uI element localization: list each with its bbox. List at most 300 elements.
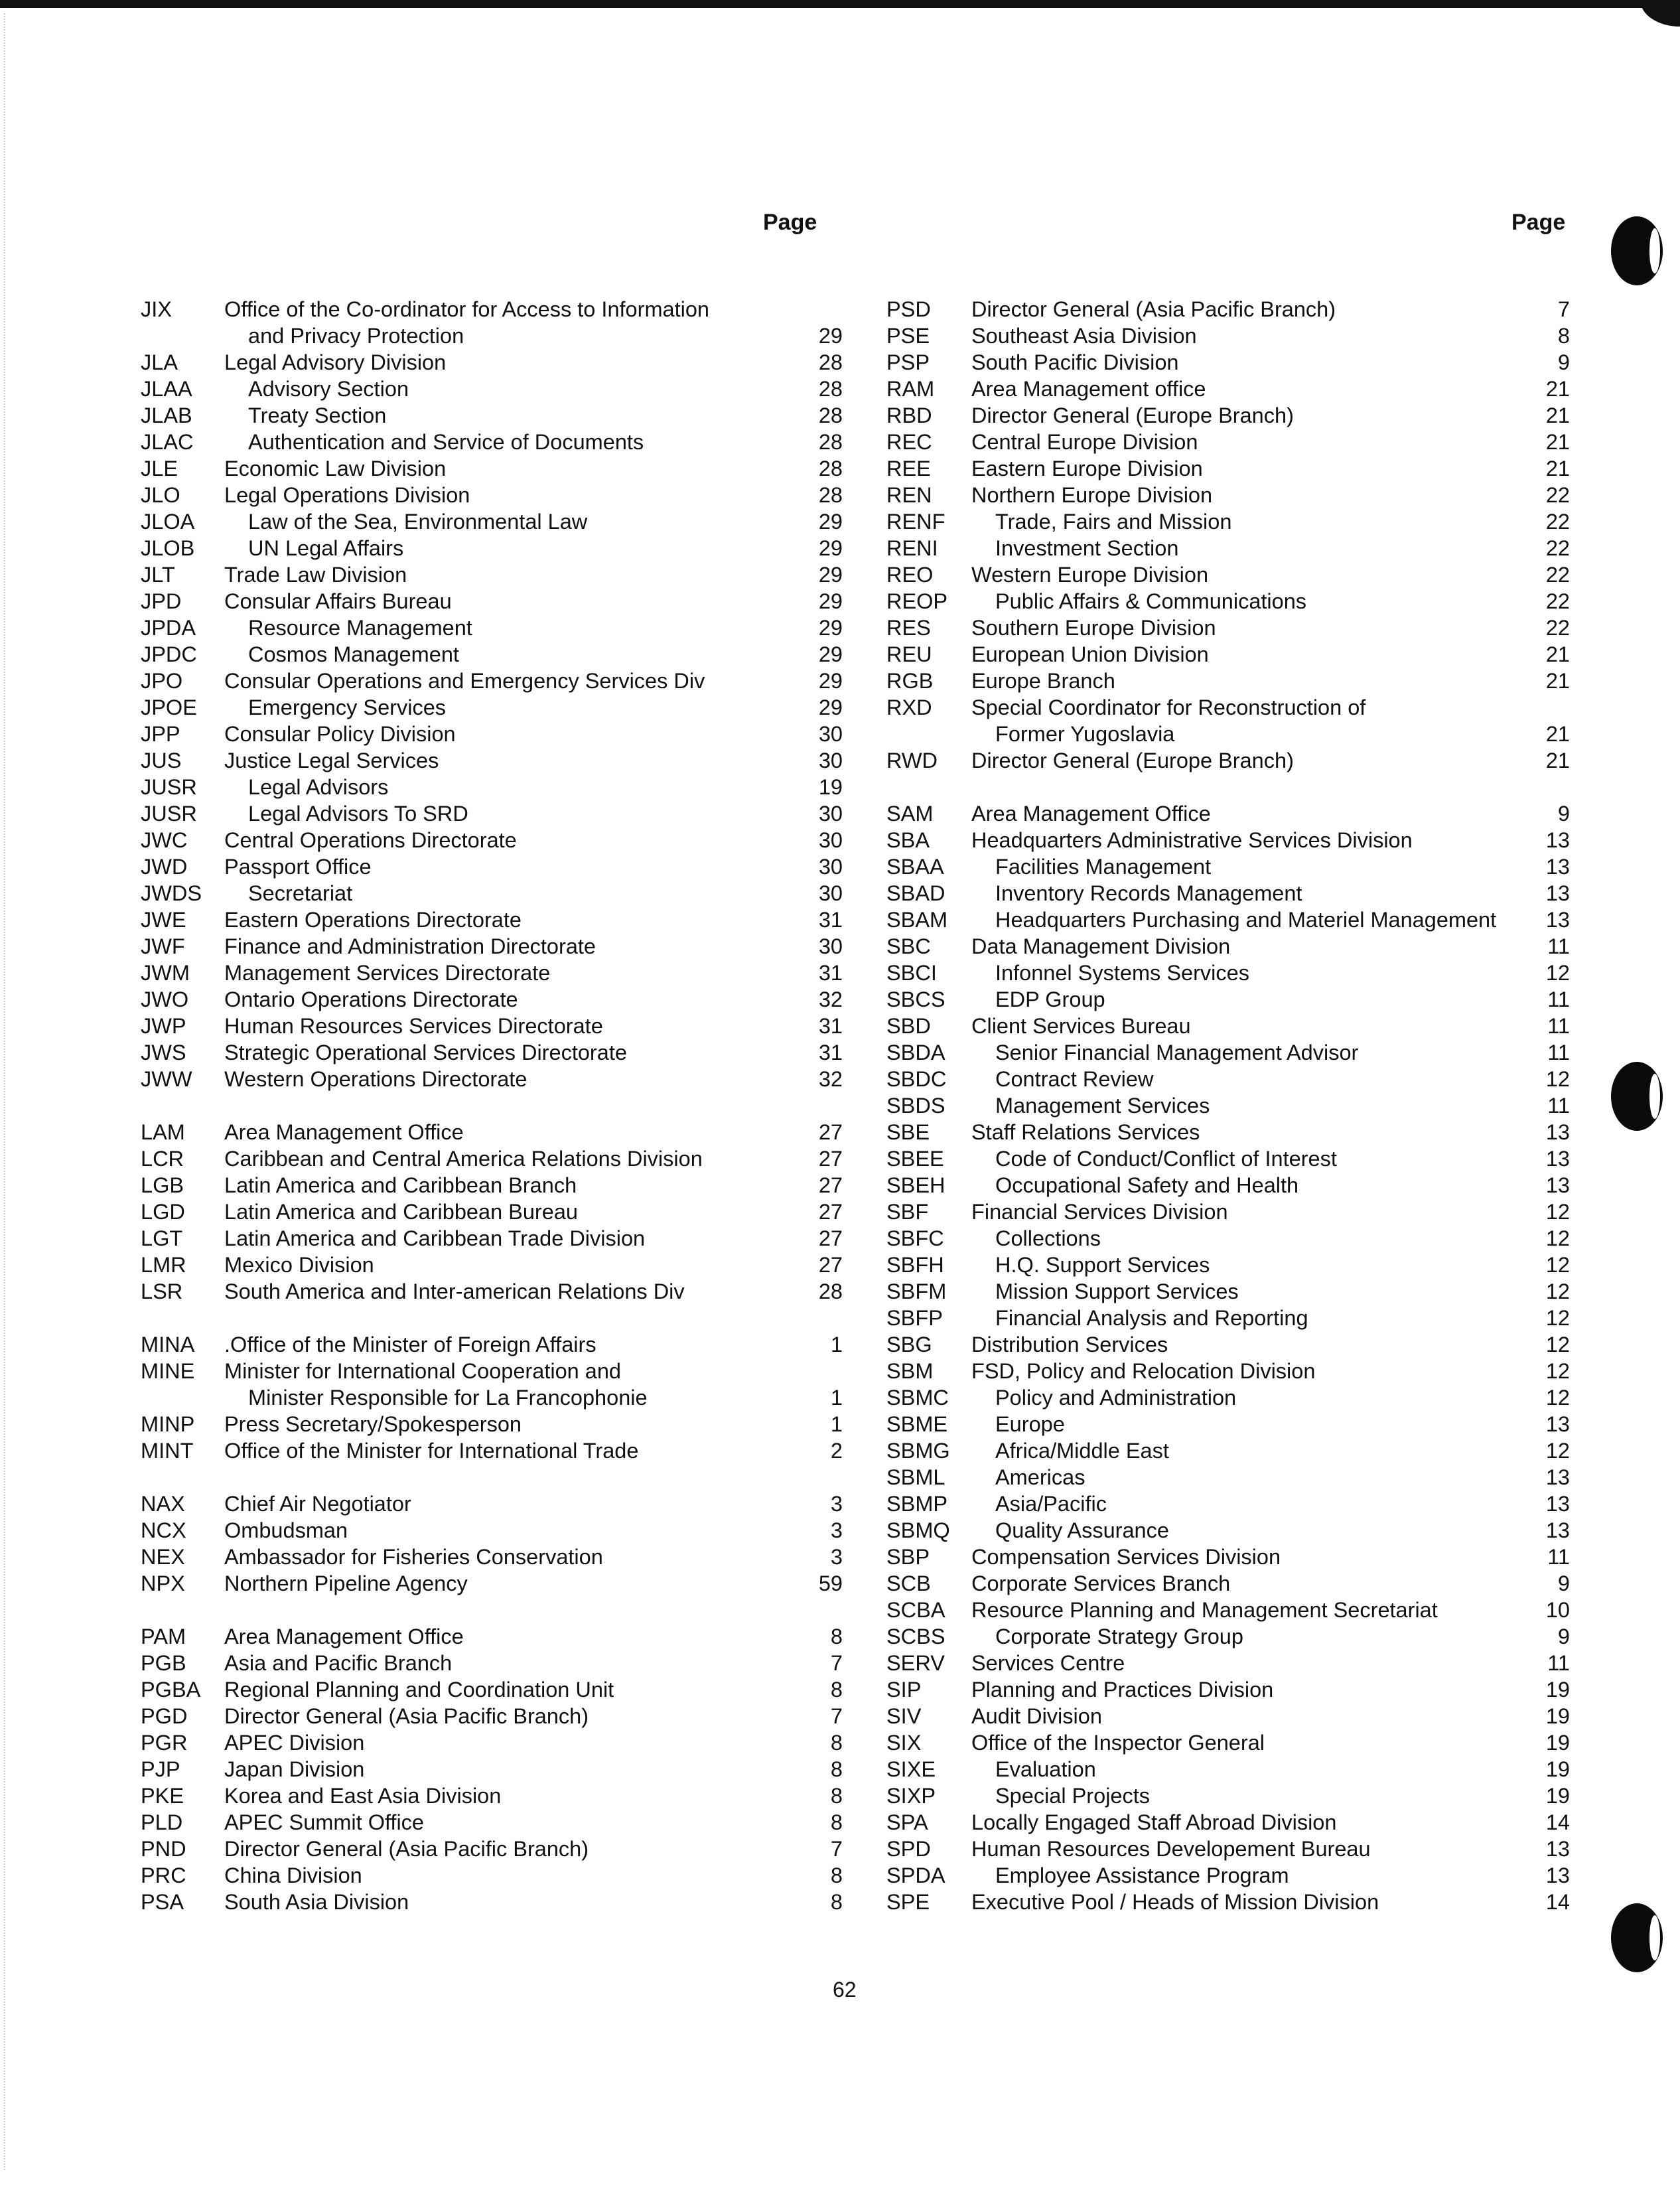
entry-code: SBCS [886, 987, 945, 1011]
index-entry [886, 402, 1570, 429]
entry-name [224, 349, 843, 376]
entry-name-line: Human Resources Developement Bureau [971, 1837, 1371, 1861]
entry-name-line: Employee Assistance Program [995, 1863, 1289, 1887]
entry-name [224, 1809, 843, 1836]
entry-code: JLA [141, 350, 178, 374]
entry-page-number: 2 [830, 1439, 843, 1463]
entry-code: SPD [886, 1837, 931, 1861]
entry-page-number: 19 [1545, 1784, 1570, 1808]
entry-code: JWO [141, 987, 189, 1011]
index-entry [886, 482, 1570, 508]
entry-page-number: 13 [1545, 828, 1570, 852]
entry-name [971, 1384, 1570, 1411]
index-entry [141, 721, 843, 747]
entry-code: JWDS [141, 881, 202, 905]
entry-name-line: Locally Engaged Staff Abroad Division [971, 1810, 1337, 1834]
entry-name [224, 429, 843, 455]
entry-name-line: Public Affairs & Communications [995, 589, 1307, 613]
entry-page-number: 13 [1545, 1120, 1570, 1144]
index-entry [886, 1331, 1570, 1358]
entry-name [971, 1862, 1570, 1889]
index-entry [886, 1252, 1570, 1278]
entry-name [971, 933, 1570, 960]
entry-code: SBDS [886, 1094, 945, 1118]
entry-code: SBME [886, 1412, 948, 1436]
entry-page-number: 11 [1547, 1041, 1570, 1064]
entry-name-line: Director General (Europe Branch) [971, 749, 1294, 772]
entry-name [224, 960, 843, 986]
entry-name [971, 455, 1570, 482]
index-entry [886, 933, 1570, 960]
entry-code: JLO [141, 483, 180, 507]
entry-name [971, 588, 1570, 615]
entry-name [971, 561, 1570, 588]
entry-name [971, 853, 1570, 880]
entry-page-number: 7 [830, 1651, 843, 1675]
entry-page-number: 8 [1557, 324, 1570, 348]
index-entry [141, 853, 843, 880]
entry-code: JPP [141, 722, 180, 746]
entry-name-line: Contract Review [995, 1067, 1154, 1091]
entry-name-line: Trade Law Division [224, 563, 407, 587]
entry-name-line: Director General (Europe Branch) [971, 403, 1294, 427]
entry-name-line: Advisory Section [248, 377, 409, 401]
index-entry [886, 429, 1570, 455]
entry-code: LAM [141, 1120, 185, 1144]
index-entry [141, 1119, 843, 1145]
scan-top-border [0, 0, 1680, 8]
index-entry [141, 907, 843, 933]
entry-name [224, 1331, 843, 1358]
entry-page-number: 13 [1545, 1173, 1570, 1197]
entry-page-number: 28 [818, 457, 843, 480]
index-entry [886, 1809, 1570, 1836]
entry-name-line: Mexico Division [224, 1253, 374, 1277]
entry-name-line: Secretariat [248, 881, 353, 905]
entry-name [971, 1278, 1570, 1305]
entry-code: PGBA [141, 1678, 201, 1702]
entry-name-line: Policy and Administration [995, 1386, 1237, 1410]
entry-name [224, 1544, 843, 1570]
entry-name [224, 296, 843, 349]
entry-page-number: 7 [1557, 297, 1570, 321]
entry-name-line: Director General (Asia Pacific Branch) [971, 297, 1336, 321]
entry-code: LGD [141, 1200, 185, 1224]
entry-name-line: Northern Europe Division [971, 483, 1213, 507]
index-entry [141, 1252, 843, 1278]
entry-name [971, 349, 1570, 376]
entry-page-number: 28 [818, 483, 843, 507]
index-entry [886, 1623, 1570, 1650]
entry-page-number: 1 [830, 1386, 843, 1410]
entry-name-line: Legal Advisors [248, 775, 389, 799]
entry-code: REN [886, 483, 932, 507]
index-entry [886, 960, 1570, 986]
entry-code: SBEE [886, 1147, 944, 1171]
entry-page-number: 3 [830, 1492, 843, 1516]
entry-name-line: Office of the Minister for International Trade [224, 1439, 639, 1463]
punch-hole-icon [1611, 1062, 1663, 1131]
entry-name [224, 455, 843, 482]
entry-name [224, 1039, 843, 1066]
index-entry [141, 1437, 843, 1464]
index-entry [141, 1225, 843, 1252]
entry-code: JPDC [141, 642, 197, 666]
entry-name [971, 747, 1570, 774]
entry-code: RBD [886, 403, 932, 427]
entry-code: REOP [886, 589, 948, 613]
entry-page-number: 1 [830, 1412, 843, 1436]
entry-page-number: 8 [830, 1625, 843, 1648]
entry-page-number: 21 [1545, 403, 1570, 427]
entry-code: REO [886, 563, 934, 587]
entry-code: REU [886, 642, 932, 666]
entry-page-number: 30 [818, 881, 843, 905]
entry-name [971, 1676, 1570, 1703]
entry-code: SBFP [886, 1306, 943, 1330]
entry-name-line: Europe [995, 1412, 1065, 1436]
entry-page-number: 14 [1545, 1810, 1570, 1834]
entry-page-number: 31 [818, 961, 843, 985]
index-entry [886, 747, 1570, 774]
entry-name-line: Infonnel Systems Services [995, 961, 1249, 985]
entry-page-number: 8 [830, 1784, 843, 1808]
entry-page-number: 28 [818, 377, 843, 401]
entry-name [224, 1676, 843, 1703]
index-entry [141, 1411, 843, 1437]
entry-page-number: 21 [1545, 377, 1570, 401]
entry-page-number: 22 [1545, 536, 1570, 560]
index-entry [886, 588, 1570, 615]
entry-code: RXD [886, 695, 932, 719]
entry-name [971, 1544, 1570, 1570]
entry-page-number: 21 [1545, 430, 1570, 454]
entry-page-number: 12 [1545, 961, 1570, 985]
index-entry [141, 827, 843, 853]
entry-page-number: 28 [818, 350, 843, 374]
entry-code: RES [886, 616, 931, 640]
entry-code: JLE [141, 457, 178, 480]
entry-page-number: 3 [830, 1545, 843, 1569]
entry-name-line: Central Europe Division [971, 430, 1198, 454]
index-entry [886, 800, 1570, 827]
entry-name-line: EDP Group [995, 987, 1105, 1011]
index-entry [886, 1305, 1570, 1331]
entry-code: SBP [886, 1545, 930, 1569]
entry-code: MINE [141, 1359, 195, 1383]
entry-name [224, 1119, 843, 1145]
entry-page-number: 28 [818, 1279, 843, 1303]
entry-name-line: Inventory Records Management [995, 881, 1302, 905]
entry-name [224, 800, 843, 827]
entry-name [971, 1092, 1570, 1119]
index-entry [141, 694, 843, 721]
entry-code: LMR [141, 1253, 186, 1277]
index-entry [886, 1119, 1570, 1145]
entry-name [971, 1252, 1570, 1278]
entry-name-line: South America and Inter-american Relations Div [224, 1279, 685, 1303]
entry-page-number: 29 [818, 324, 843, 348]
entry-code: SIP [886, 1678, 922, 1702]
entry-name [971, 668, 1570, 694]
entry-code: JWS [141, 1041, 186, 1064]
entry-name-continuation: Former Yugoslavia [995, 722, 1175, 746]
index-entry [886, 1889, 1570, 1915]
entry-page-number: 19 [1545, 1678, 1570, 1702]
entry-name-line: APEC Summit Office [224, 1810, 425, 1834]
entry-name-line: Quality Assurance [995, 1518, 1169, 1542]
entry-code: PGR [141, 1731, 188, 1755]
entry-name [971, 1225, 1570, 1252]
entry-page-number: 13 [1545, 1837, 1570, 1861]
entry-code: SBG [886, 1333, 932, 1356]
entry-name-line: Europe Branch [971, 669, 1115, 693]
index-entry [141, 774, 843, 800]
index-entry [141, 482, 843, 508]
entry-name-line: Collections [995, 1226, 1101, 1250]
entry-page-number: 19 [1545, 1704, 1570, 1728]
entry-name [971, 1464, 1570, 1491]
index-entry [141, 1172, 843, 1199]
entry-name [224, 376, 843, 402]
entry-name-line: Senior Financial Management Advisor [995, 1041, 1359, 1064]
punch-hole-icon [1611, 216, 1663, 285]
entry-code: JLAC [141, 430, 194, 454]
entry-code: REC [886, 430, 932, 454]
entry-name [971, 1809, 1570, 1836]
entry-page-number: 28 [818, 403, 843, 427]
entry-name-line: Headquarters Administrative Services Division [971, 828, 1413, 852]
entry-name [971, 1119, 1570, 1145]
entry-name-line: Latin America and Caribbean Branch [224, 1173, 577, 1197]
entry-name [224, 827, 843, 853]
entry-name [971, 1013, 1570, 1039]
entry-page-number: 29 [818, 669, 843, 693]
entry-name-line: Passport Office [224, 855, 372, 879]
entry-code: SBMQ [886, 1518, 950, 1542]
entry-name-line: Financial Services Division [971, 1200, 1228, 1224]
entry-code: SBDC [886, 1067, 947, 1091]
entry-code: SBM [886, 1359, 934, 1383]
entry-code: JWF [141, 934, 185, 958]
entry-code: JWE [141, 908, 186, 932]
entry-page-number: 13 [1545, 855, 1570, 879]
entry-name-line: Evaluation [995, 1757, 1096, 1781]
index-entry [141, 349, 843, 376]
entry-name-line: South Asia Division [224, 1890, 409, 1914]
entry-name [971, 1836, 1570, 1862]
index-entry [141, 508, 843, 535]
entry-name-line: Facilities Management [995, 855, 1212, 879]
index-entry [886, 615, 1570, 641]
entry-code: NAX [141, 1492, 185, 1516]
entry-code: SBMP [886, 1492, 948, 1516]
index-entry [141, 1199, 843, 1225]
entry-name [224, 508, 843, 535]
entry-name [971, 1145, 1570, 1172]
index-entry [886, 1411, 1570, 1437]
entry-code: PGD [141, 1704, 188, 1728]
entry-page-number: 32 [818, 987, 843, 1011]
index-entry [886, 1039, 1570, 1066]
entry-name [971, 1039, 1570, 1066]
entry-name [971, 1517, 1570, 1544]
index-entry [141, 1358, 843, 1411]
entry-name [971, 907, 1570, 933]
index-entry [886, 1650, 1570, 1676]
entry-name-line: Chief Air Negotiator [224, 1492, 411, 1516]
entry-name [224, 1703, 843, 1729]
index-entry [886, 880, 1570, 907]
entry-code: JPOE [141, 695, 197, 719]
entry-page-number: 29 [818, 695, 843, 719]
entry-code: PJP [141, 1757, 180, 1781]
index-entry [886, 1092, 1570, 1119]
entry-code: JPDA [141, 616, 196, 640]
entry-name [224, 668, 843, 694]
entry-name-line: Resource Planning and Management Secretariat [971, 1598, 1438, 1622]
entry-name [971, 402, 1570, 429]
entry-page-number: 31 [818, 1014, 843, 1038]
entry-name-line: Director General (Asia Pacific Branch) [224, 1704, 589, 1728]
entry-code: MINT [141, 1439, 194, 1463]
entry-page-number: 12 [1545, 1200, 1570, 1224]
index-entry [141, 800, 843, 827]
entry-name [224, 588, 843, 615]
entry-name [971, 1703, 1570, 1729]
entry-name [971, 800, 1570, 827]
entry-code: RENI [886, 536, 938, 560]
entry-page-number: 11 [1547, 934, 1570, 958]
entry-name-line: Financial Analysis and Reporting [995, 1306, 1308, 1330]
index-entry [886, 1225, 1570, 1252]
entry-page-number: 12 [1545, 1386, 1570, 1410]
index-entry [886, 694, 1570, 747]
entry-code: RAM [886, 377, 935, 401]
index-entry [141, 535, 843, 561]
entry-page-number: 22 [1545, 563, 1570, 587]
entry-page-number: 9 [1557, 350, 1570, 374]
index-entry [886, 535, 1570, 561]
index-entry [141, 1650, 843, 1676]
entry-name [224, 1623, 843, 1650]
index-entry [886, 668, 1570, 694]
entry-name-line: Area Management Office [224, 1120, 464, 1144]
entry-code: LCR [141, 1147, 184, 1171]
entry-page-number: 13 [1545, 1465, 1570, 1489]
entry-name-line: Economic Law Division [224, 457, 447, 480]
index-entry [886, 1437, 1570, 1464]
entry-page-number: 22 [1545, 616, 1570, 640]
entry-code: SBCI [886, 961, 937, 985]
entry-name [971, 1756, 1570, 1783]
entry-page-number: 30 [818, 934, 843, 958]
entry-name [224, 1517, 843, 1544]
entry-name-line: Southern Europe Division [971, 616, 1216, 640]
entry-name-line: Emergency Services [248, 695, 447, 719]
entry-name-line: Director General (Asia Pacific Branch) [224, 1837, 589, 1861]
entry-name-line: Management Services Directorate [224, 961, 551, 985]
entry-code: JLOB [141, 536, 195, 560]
index-entry [886, 561, 1570, 588]
index-entry [886, 455, 1570, 482]
index-entry [886, 641, 1570, 668]
entry-page-number: 22 [1545, 510, 1570, 534]
entry-code: SBD [886, 1014, 931, 1038]
entry-code: MINP [141, 1412, 195, 1436]
entry-name [971, 1358, 1570, 1384]
entry-code: SAM [886, 802, 934, 826]
entry-code: JPD [141, 589, 182, 613]
entry-name-line: Americas [995, 1465, 1085, 1489]
index-entry [141, 1013, 843, 1039]
entry-page-number: 32 [818, 1067, 843, 1091]
entry-name [971, 1199, 1570, 1225]
index-entry [886, 907, 1570, 933]
index-entry [141, 1729, 843, 1756]
index-entry [141, 1889, 843, 1915]
entry-name [224, 615, 843, 641]
entry-name-line: Corporate Services Branch [971, 1571, 1231, 1595]
entry-code: SBA [886, 828, 930, 852]
entry-code: SBE [886, 1120, 930, 1144]
entry-name [224, 694, 843, 721]
entry-name-line: China Division [224, 1863, 362, 1887]
entry-name-line: Resource Management [248, 616, 472, 640]
entry-code: NEX [141, 1545, 185, 1569]
entry-name [971, 1570, 1570, 1597]
entry-code: JWW [141, 1067, 192, 1091]
entry-code: SCBA [886, 1598, 945, 1622]
index-entry [141, 1491, 843, 1517]
index-entry [141, 588, 843, 615]
index-entry [141, 402, 843, 429]
entry-name [224, 482, 843, 508]
entry-code: PKE [141, 1784, 184, 1808]
entry-page-number: 11 [1547, 987, 1570, 1011]
entry-name [224, 880, 843, 907]
entry-code: PAM [141, 1625, 186, 1648]
entry-page-number: 3 [830, 1518, 843, 1542]
entry-name-line: Africa/Middle East [995, 1439, 1169, 1463]
entry-page-number: 9 [1557, 1625, 1570, 1648]
entry-page-number: 13 [1545, 1518, 1570, 1542]
entry-name-line: Cosmos Management [248, 642, 459, 666]
entry-code: SPA [886, 1810, 928, 1834]
index-entry [141, 668, 843, 694]
entry-name-line: Latin America and Caribbean Trade Division [224, 1226, 646, 1250]
index-column-left [141, 296, 843, 1915]
entry-code: NPX [141, 1571, 185, 1595]
entry-name [971, 1650, 1570, 1676]
index-entry [141, 880, 843, 907]
entry-name-line: Consular Operations and Emergency Services Div [224, 669, 705, 693]
entry-name [971, 986, 1570, 1013]
entry-page-number: 13 [1545, 1863, 1570, 1887]
entry-code: SPE [886, 1890, 930, 1914]
index-entry [141, 1809, 843, 1836]
entry-name-line: Management Services [995, 1094, 1210, 1118]
index-entry [141, 1862, 843, 1889]
index-entry [141, 1517, 843, 1544]
entry-name [224, 1491, 843, 1517]
index-entry [141, 1278, 843, 1305]
index-entry [886, 1384, 1570, 1411]
entry-name-line: FSD, Policy and Relocation Division [971, 1359, 1316, 1383]
entry-name-line: Minister for International Cooperation and [224, 1359, 621, 1383]
entry-code: SBF [886, 1200, 929, 1224]
entry-name-line: Client Services Bureau [971, 1014, 1191, 1038]
